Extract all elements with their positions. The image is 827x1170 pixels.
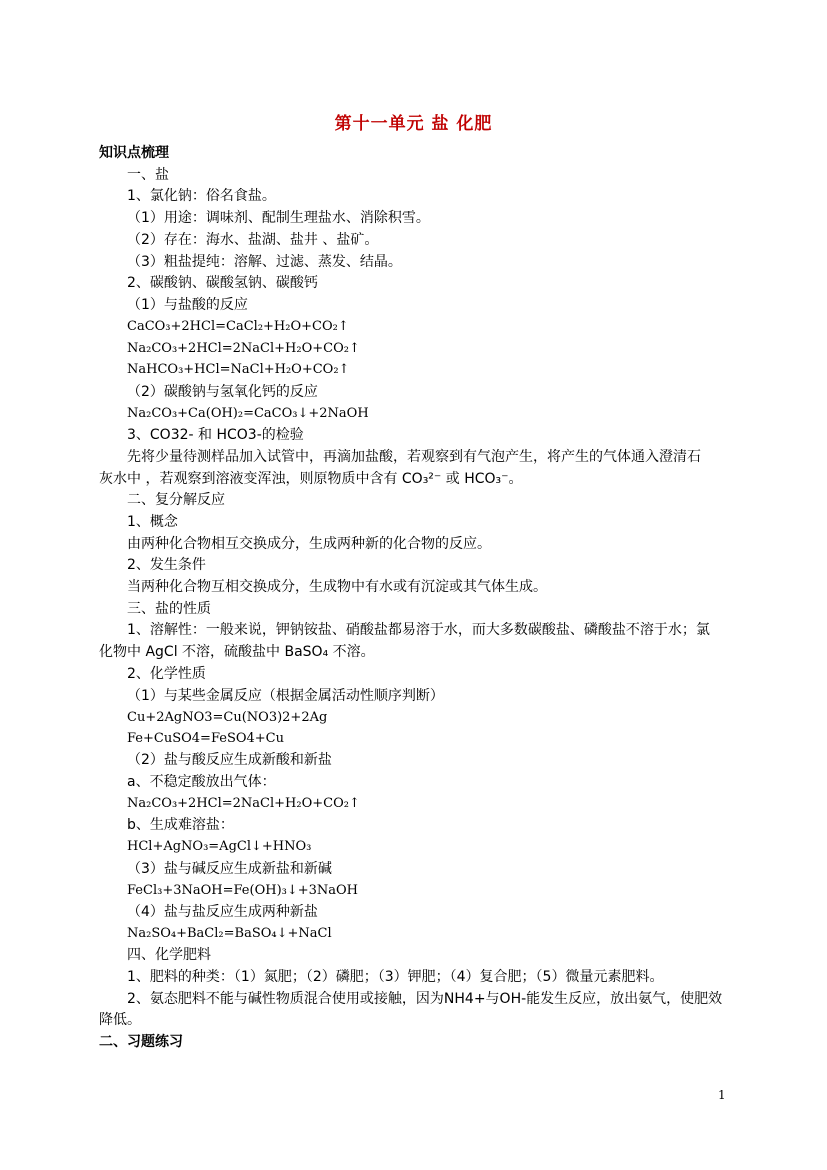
- text-line: a、不稳定酸放出气体：: [127, 774, 276, 790]
- text-line: 2、化学性质: [127, 666, 206, 682]
- page-title: 第十一单元 盐 化肥: [334, 114, 493, 134]
- text-line: 2、发生条件: [127, 557, 206, 573]
- text-line: 当两种化合物互相交换成分，生成物中有水或有沉淀或其气体生成。: [127, 579, 547, 595]
- equation-line: Cu+2AgNO3=Cu(NO3)2+2Ag: [127, 710, 328, 725]
- text-line: 2、氨态肥料不能与碱性物质混合使用或接触，因为NH4+与OH-能发生反应，放出氨气，使肥效: [127, 991, 723, 1007]
- text-line: 灰水中 ，若观察到溶液变浑浊，则原物质中含有 CO₃²⁻ 或 HCO₃⁻。: [99, 471, 523, 487]
- text-line: 二、复分解反应: [127, 492, 225, 508]
- equation-line: Na₂SO₄+BaCl₂=BaSO₄↓+NaCl: [127, 926, 332, 941]
- text-line: （4）盐与盐反应生成两种新盐: [127, 904, 318, 920]
- equation-line: CaCO₃+2HCl=CaCl₂+H₂O+CO₂↑: [127, 319, 349, 334]
- text-line: （1）用途：调味剂、配制生理盐水、消除积雪。: [127, 210, 430, 226]
- page-number: 1: [718, 1088, 726, 1102]
- text-line: 降低。: [99, 1012, 141, 1028]
- equation-line: Na₂CO₃+2HCl=2NaCl+H₂O+CO₂↑: [127, 341, 360, 356]
- section-heading: 知识点梳理: [99, 145, 169, 161]
- text-line: （2）存在：海水、盐湖、盐井 、盐矿。: [127, 232, 379, 248]
- text-line: （2）盐与酸反应生成新酸和新盐: [127, 752, 332, 768]
- equation-line: Fe+CuSO4=FeSO4+Cu: [127, 731, 284, 746]
- text-line: 2、碳酸钠、碳酸氢钠、碳酸钙: [127, 275, 318, 291]
- text-line: （1）与某些金属反应（根据金属活动性顺序判断）: [127, 688, 444, 704]
- text-line: 1、肥料的种类：（1）氮肥；（2）磷肥；（3）钾肥；（4）复合肥；（5）微量元素肥料。: [127, 969, 664, 985]
- equation-line: FeCl₃+3NaOH=Fe(OH)₃↓+3NaOH: [127, 883, 359, 898]
- text-line: 由两种化合物相互交换成分，生成两种新的化合物的反应。: [127, 536, 491, 552]
- text-line: 1、概念: [127, 514, 178, 530]
- equation-line: Na₂CO₃+2HCl=2NaCl+H₂O+CO₂↑: [127, 796, 360, 811]
- section-heading: 二、习题练习: [99, 1034, 183, 1050]
- text-line: b、生成难溶盐：: [127, 817, 234, 833]
- equation-line: NaHCO₃+HCl=NaCl+H₂O+CO₂↑: [127, 362, 350, 377]
- text-line: （1）与盐酸的反应: [127, 297, 248, 313]
- text-line: 四、化学肥料: [127, 947, 211, 963]
- text-line: （3）粗盐提纯：溶解、过滤、蒸发、结晶。: [127, 254, 402, 270]
- text-line: 先将少量待测样品加入试管中，再滴加盐酸，若观察到有气泡产生，将产生的气体通入澄清石: [127, 449, 701, 465]
- text-line: 一、盐: [127, 167, 169, 183]
- text-line: 1、氯化钠：俗名食盐。: [127, 188, 276, 204]
- text-line: （3）盐与碱反应生成新盐和新碱: [127, 861, 332, 877]
- text-line: 3、CO32- 和 HCO3-的检验: [127, 427, 304, 443]
- equation-line: HCl+AgNO₃=AgCl↓+HNO₃: [127, 839, 312, 854]
- text-line: （2）碳酸钠与氢氧化钙的反应: [127, 384, 318, 400]
- text-line: 三、盐的性质: [127, 601, 211, 617]
- text-line: 化物中 AgCl 不溶，硫酸盐中 BaSO₄ 不溶。: [99, 644, 375, 660]
- equation-line: Na₂CO₃+Ca(OH)₂=CaCO₃↓+2NaOH: [127, 406, 369, 421]
- text-line: 1、溶解性：一般来说，钾钠铵盐、硝酸盐都易溶于水，而大多数碳酸盐、磷酸盐不溶于水；氯: [127, 622, 710, 638]
